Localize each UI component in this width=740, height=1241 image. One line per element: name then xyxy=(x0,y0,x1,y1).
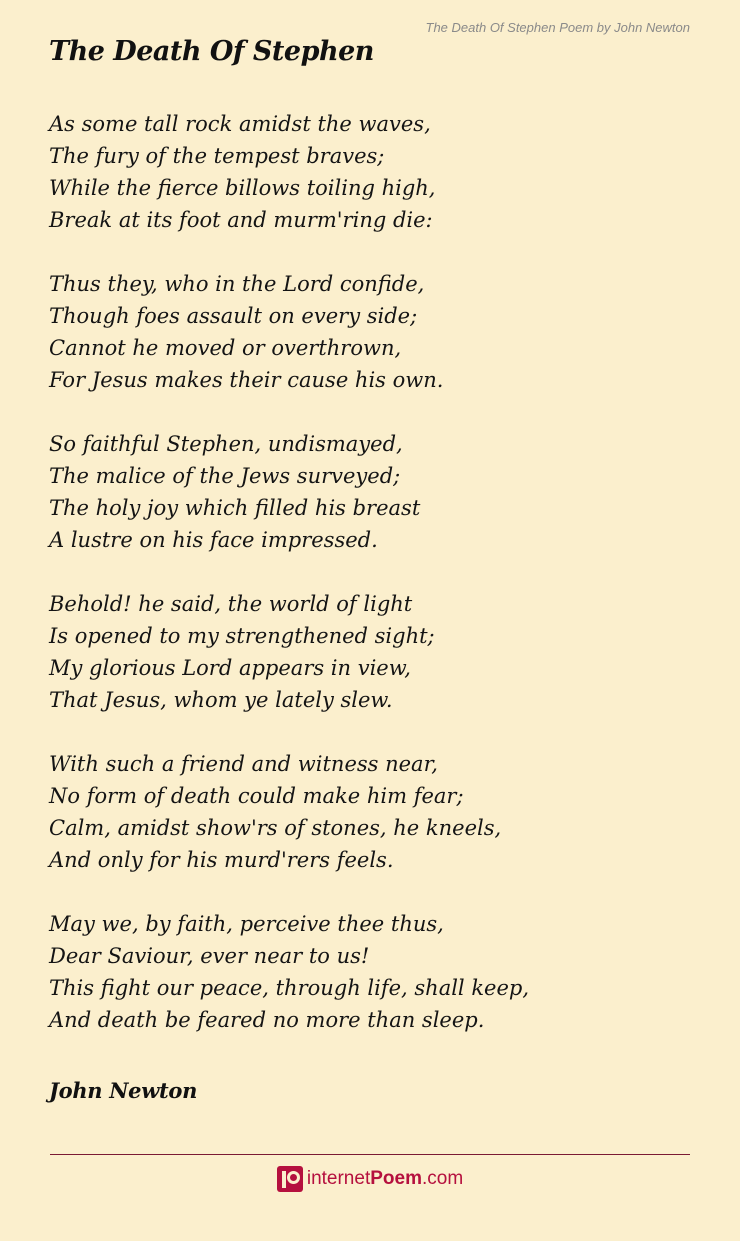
footer-brand-link[interactable] xyxy=(0,1166,740,1192)
poem-body xyxy=(49,108,689,1068)
poem-author: John Newton xyxy=(49,1078,198,1103)
stanza-5 xyxy=(49,748,689,876)
brand-name xyxy=(307,1168,463,1190)
poem-line: Is opened to my strengthened sight; xyxy=(49,624,435,648)
poem-line: The fury of the tempest braves; xyxy=(49,144,385,168)
poem-line: As some tall rock amidst the waves, xyxy=(49,112,431,136)
internetpoem-logo-icon xyxy=(277,1166,303,1192)
poem-line: That Jesus, whom ye lately slew. xyxy=(49,688,393,712)
poem-line: No form of death could make him fear; xyxy=(49,784,464,808)
stanza-4 xyxy=(49,588,689,716)
poem-line: Calm, amidst show'rs of stones, he kneels, xyxy=(49,816,502,840)
poem-line: The malice of the Jews surveyed; xyxy=(49,464,401,488)
poem-line: Dear Saviour, ever near to us! xyxy=(49,944,370,968)
stanza-6 xyxy=(49,908,689,1036)
stanza-1 xyxy=(49,108,689,236)
poem-line: Break at its foot and murm'ring die: xyxy=(49,208,433,232)
brand-bold: Poem xyxy=(370,1168,422,1189)
poem-line: So faithful Stephen, undismayed, xyxy=(49,432,403,456)
poem-line: And death be feared no more than sleep. xyxy=(49,1008,485,1032)
poem-line: Cannot he moved or overthrown, xyxy=(49,336,402,360)
poem-line: The holy joy which filled his breast xyxy=(49,496,421,520)
poem-line: While the fierce billows toiling high, xyxy=(49,176,436,200)
stanza-3 xyxy=(49,428,689,556)
poem-line: This fight our peace, through life, shall keep, xyxy=(49,976,530,1000)
poem-title: The Death Of Stephen xyxy=(49,36,374,67)
stanza-2 xyxy=(49,268,689,396)
poem-line: Though foes assault on every side; xyxy=(49,304,418,328)
poem-line: My glorious Lord appears in view, xyxy=(49,656,411,680)
poem-line: With such a friend and witness near, xyxy=(49,752,438,776)
poem-line: A lustre on his face impressed. xyxy=(49,528,378,552)
poem-line: Behold! he said, the world of light xyxy=(49,592,413,616)
brand-suffix: .com xyxy=(421,1168,464,1189)
brand-prefix: internet xyxy=(306,1168,371,1189)
poem-line: May we, by faith, perceive thee thus, xyxy=(49,912,444,936)
header-caption: The Death Of Stephen Poem by John Newton xyxy=(425,20,690,35)
poem-line: For Jesus makes their cause his own. xyxy=(49,368,444,392)
poem-line: And only for his murd'rers feels. xyxy=(49,848,394,872)
footer-divider xyxy=(50,1154,690,1155)
poem-line: Thus they, who in the Lord confide, xyxy=(49,272,425,296)
